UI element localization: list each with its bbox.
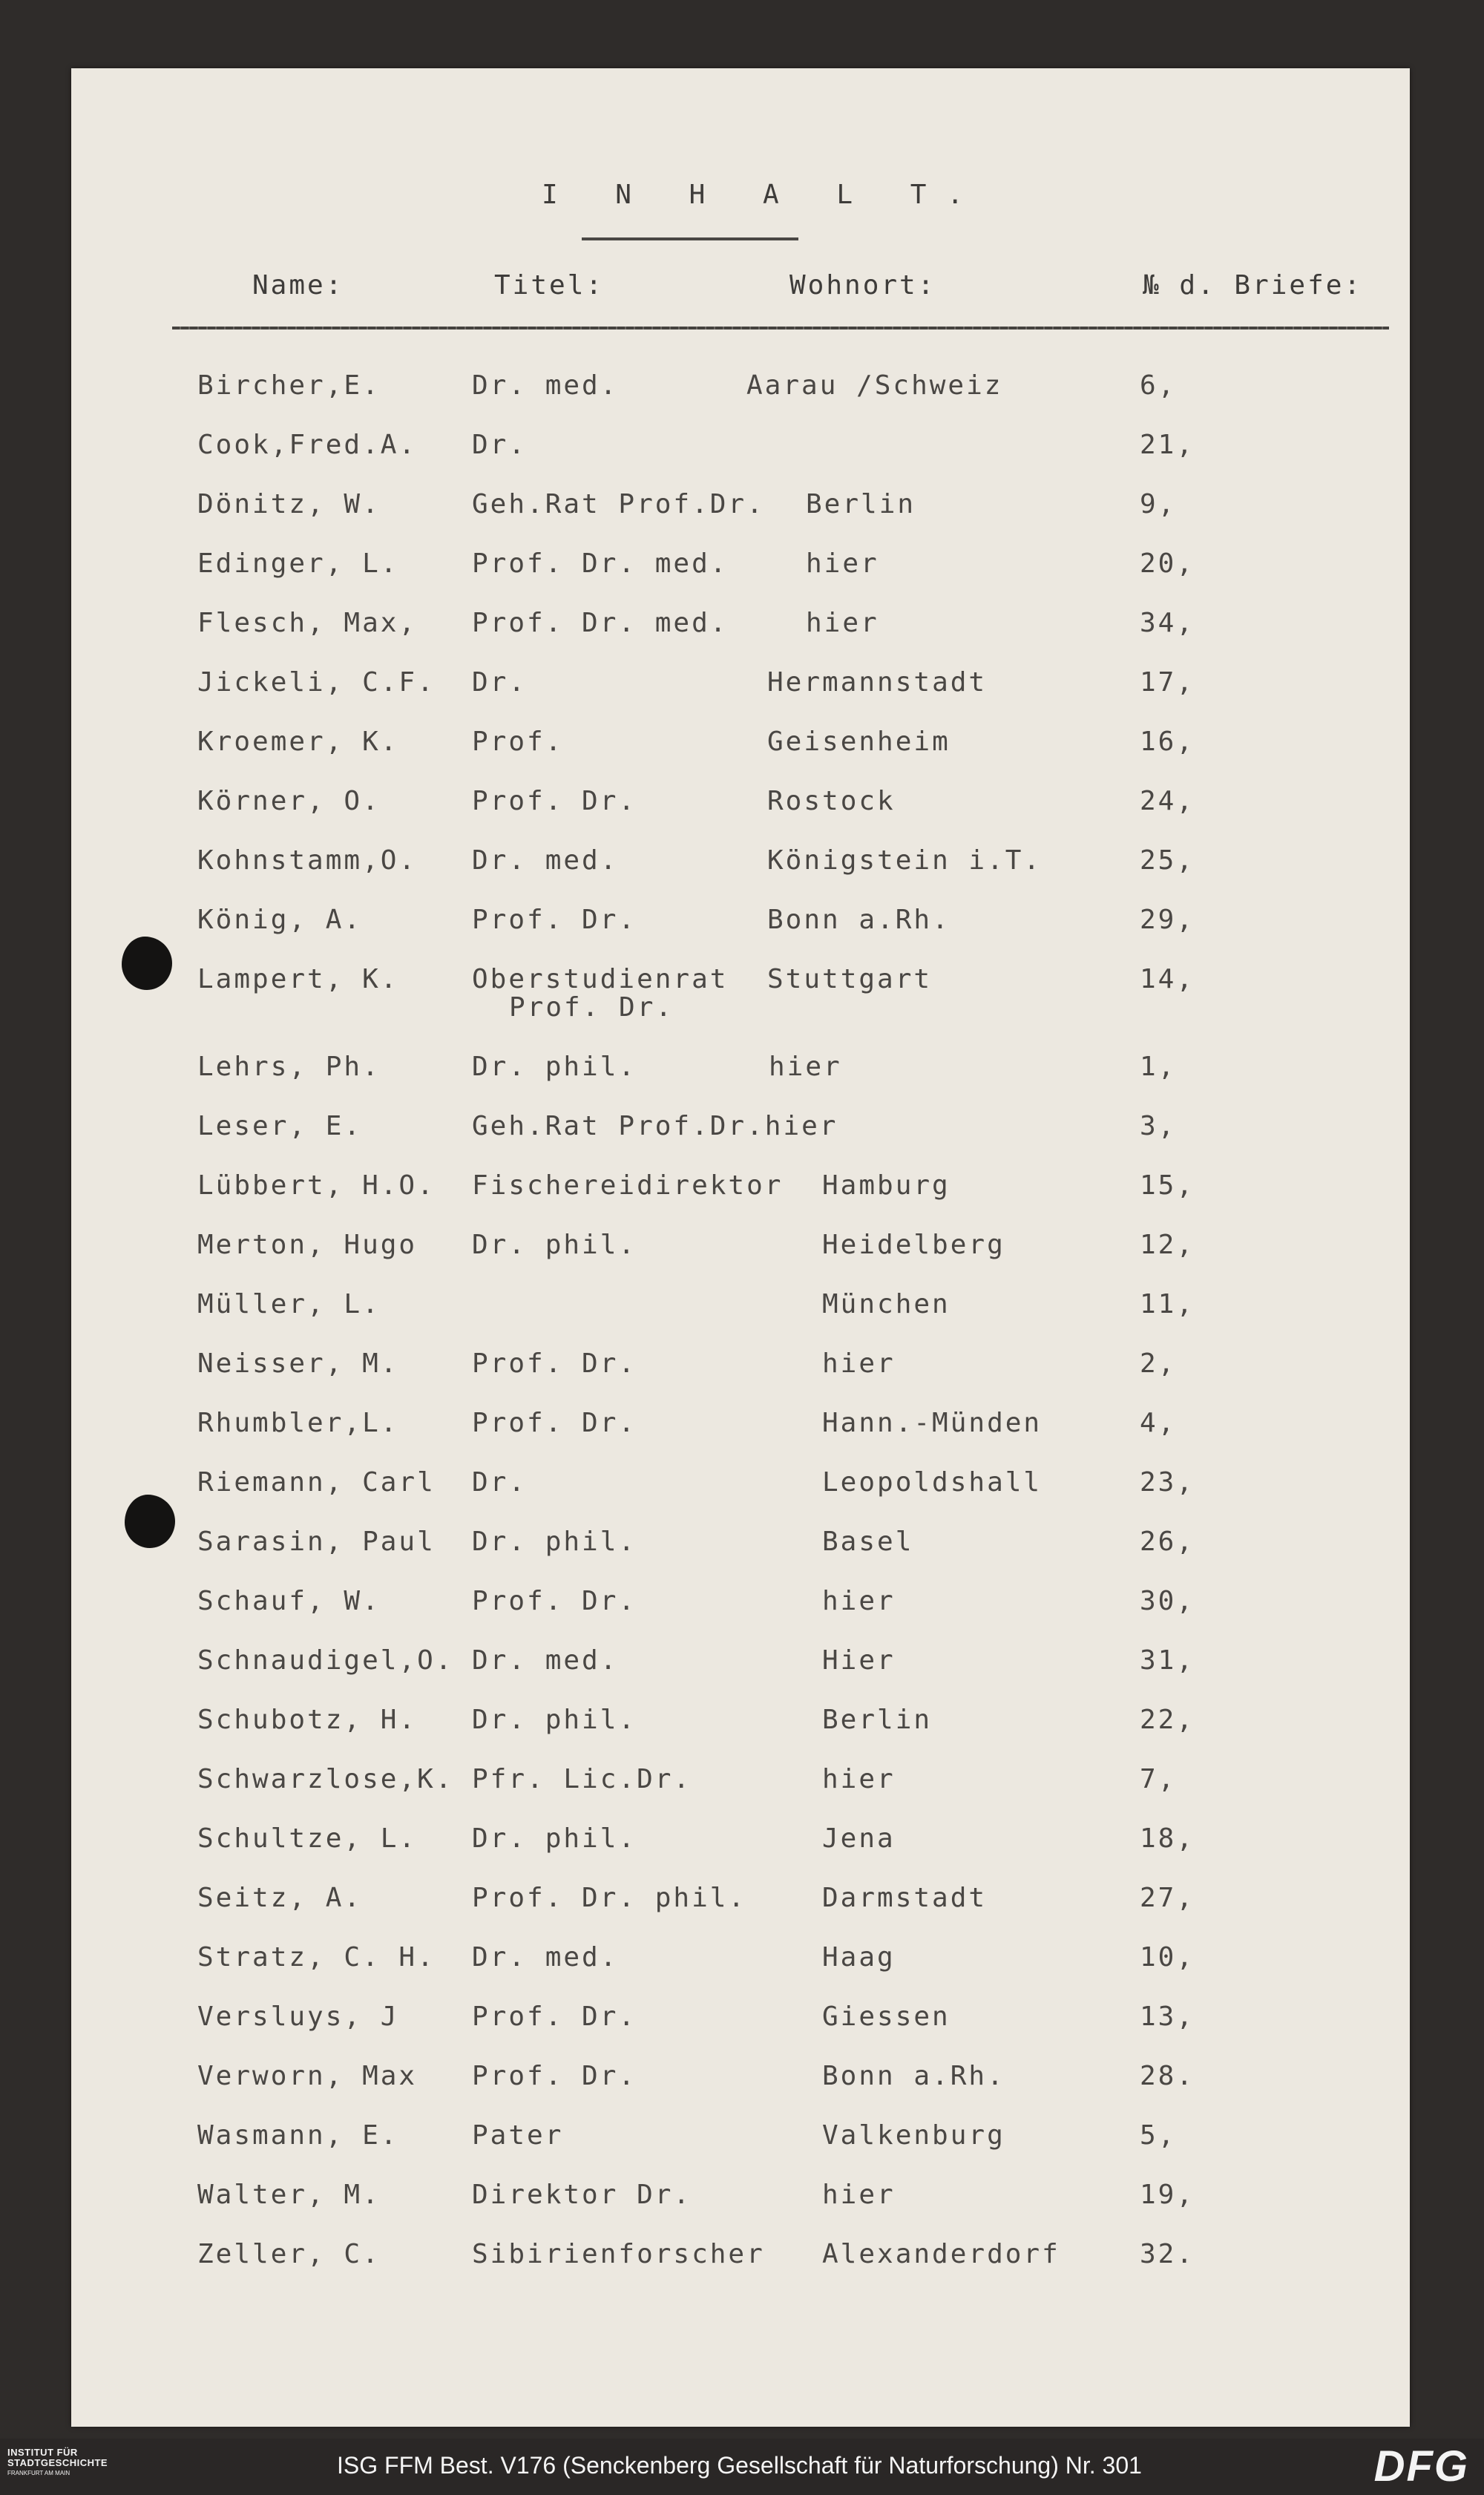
cell-briefe-count: 6,	[1140, 370, 1177, 401]
cell-wohnort: hier	[822, 1348, 896, 1379]
cell-wohnort: hier	[822, 1764, 896, 1794]
cell-briefe-count: 9,	[1140, 489, 1177, 519]
cell-name: Körner, O.	[197, 786, 381, 816]
institute-logo-line3: FRANKFURT AM MAIN	[7, 2470, 70, 2476]
table-row	[71, 549, 1410, 594]
cell-titel: Dr. phil.	[472, 1052, 637, 1082]
table-row	[71, 1230, 1410, 1275]
cell-titel: Prof. Dr. phil.	[472, 1883, 747, 1913]
cell-name: Lehrs, Ph.	[197, 1052, 381, 1082]
cell-titel: Dr. med.	[472, 845, 619, 876]
document-page	[71, 68, 1410, 2427]
table-row	[71, 2180, 1410, 2225]
cell-wohnort: Jena	[822, 1823, 896, 1854]
institute-logo	[7, 2448, 108, 2479]
cell-wohnort: Geisenheim	[767, 727, 951, 757]
cell-wohnort: Aarau /Schweiz	[746, 370, 1003, 401]
cell-titel: Prof. Dr.	[472, 1408, 637, 1438]
cell-name: Müller, L.	[197, 1289, 381, 1319]
cell-titel: Prof. Dr. med.	[472, 608, 729, 638]
cell-wohnort: Leopoldshall	[822, 1467, 1043, 1498]
cell-titel: Dr.	[472, 430, 528, 460]
table-row	[71, 905, 1410, 950]
cell-wohnort: Valkenburg	[822, 2120, 1005, 2151]
cell-wohnort: Königstein i.T.	[767, 845, 1043, 876]
cell-titel: Dr.	[472, 667, 528, 698]
cell-titel: Fischereidirektor	[472, 1170, 784, 1201]
table-row	[71, 846, 1410, 891]
table-row	[71, 371, 1410, 416]
table-row	[71, 1765, 1410, 1809]
cell-briefe-count: 4,	[1140, 1408, 1177, 1438]
cell-wohnort: hier	[822, 1586, 896, 1616]
cell-name: Kohnstamm,O.	[197, 845, 418, 876]
cell-titel: Prof. Dr.	[472, 1586, 637, 1616]
table-row	[71, 964, 1410, 1023]
cell-briefe-count: 1,	[1140, 1052, 1177, 1082]
cell-titel: Oberstudienrat	[472, 964, 729, 994]
cell-wohnort: Stuttgart	[767, 964, 933, 994]
cell-briefe-count: 17,	[1140, 667, 1195, 698]
cell-briefe-count: 23,	[1140, 1467, 1195, 1498]
cell-wohnort: hier	[806, 608, 879, 638]
cell-briefe-count: 15,	[1140, 1170, 1195, 1201]
table-row	[71, 1943, 1410, 1987]
cell-wohnort: Hann.-Münden	[822, 1408, 1043, 1438]
cell-briefe-count: 27,	[1140, 1883, 1195, 1913]
cell-name: Seitz, A.	[197, 1883, 363, 1913]
cell-titel: Prof. Dr.	[472, 1348, 637, 1379]
cell-briefe-count: 3,	[1140, 1111, 1177, 1141]
cell-name: Schnaudigel,O.	[197, 1645, 454, 1676]
cell-name: Lampert, K.	[197, 964, 399, 994]
cell-name: Jickeli, C.F.	[197, 667, 436, 698]
table-row	[71, 1171, 1410, 1216]
cell-briefe-count: 10,	[1140, 1942, 1195, 1973]
header-divider	[172, 327, 1389, 330]
cell-briefe-count: 29,	[1140, 905, 1195, 935]
cell-name: Walter, M.	[197, 2180, 381, 2210]
table-row	[71, 2062, 1410, 2106]
cell-titel: Direktor Dr.	[472, 2180, 692, 2210]
cell-titel: Prof. Dr. med.	[472, 548, 729, 579]
institute-logo-line2: STADTGESCHICHTE	[7, 2457, 108, 2468]
cell-wohnort: Hamburg	[822, 1170, 951, 1201]
table-row	[71, 1646, 1410, 1691]
cell-titel: Dr. med.	[472, 370, 619, 401]
cell-titel: Pfr. Lic.Dr.	[472, 1764, 692, 1794]
cell-briefe-count: 26,	[1140, 1527, 1195, 1557]
institute-logo-line1: INSTITUT FÜR	[7, 2447, 78, 2458]
cell-wohnort: Hier	[822, 1645, 896, 1676]
cell-titel: Pater	[472, 2120, 564, 2151]
cell-wohnort: Berlin	[806, 489, 916, 519]
cell-name: Bircher,E.	[197, 370, 381, 401]
cell-briefe-count: 7,	[1140, 1764, 1177, 1794]
table-row	[71, 787, 1410, 831]
cell-name: Schubotz, H.	[197, 1705, 418, 1735]
title-underline	[582, 237, 798, 240]
cell-wohnort: Giessen	[822, 2001, 951, 2032]
cell-name: Stratz, C. H.	[197, 1942, 436, 1973]
table-row	[71, 1112, 1410, 1156]
cell-briefe-count: 11,	[1140, 1289, 1195, 1319]
cell-name: Edinger, L.	[197, 548, 399, 579]
cell-briefe-count: 32.	[1140, 2239, 1195, 2269]
table-row	[71, 727, 1410, 772]
cell-wohnort: Darmstadt	[822, 1883, 988, 1913]
cell-wohnort: Alexanderdorf	[822, 2239, 1060, 2269]
cell-titel: Dr. med.	[472, 1942, 619, 1973]
cell-name: Versluys, J	[197, 2001, 399, 2032]
cell-name: Lübbert, H.O.	[197, 1170, 436, 1201]
cell-titel: Geh.Rat Prof.Dr.hier	[472, 1111, 838, 1141]
table-row	[71, 2121, 1410, 2165]
cell-name: König, A.	[197, 905, 363, 935]
cell-name: Dönitz, W.	[197, 489, 381, 519]
table-row	[71, 1527, 1410, 1572]
cell-titel: Dr. phil.	[472, 1823, 637, 1854]
cell-name: Neisser, M.	[197, 1348, 399, 1379]
header-titel: Titel:	[494, 270, 605, 301]
cell-name: Leser, E.	[197, 1111, 363, 1141]
cell-name: Cook,Fred.A.	[197, 430, 418, 460]
cell-wohnort: hier	[769, 1052, 842, 1082]
table-row	[71, 1468, 1410, 1512]
cell-wohnort: Hermannstadt	[767, 667, 988, 698]
cell-name: Wasmann, E.	[197, 2120, 399, 2151]
table-row	[71, 1705, 1410, 1750]
cell-briefe-count: 24,	[1140, 786, 1195, 816]
punch-hole-upper	[122, 937, 172, 990]
cell-wohnort: Haag	[822, 1942, 896, 1973]
table-row	[71, 1587, 1410, 1631]
cell-titel: Dr. med.	[472, 1645, 619, 1676]
table-row	[71, 1824, 1410, 1869]
dfg-logo: DFG	[1373, 2442, 1469, 2491]
cell-titel: Prof.	[472, 727, 564, 757]
cell-briefe-count: 22,	[1140, 1705, 1195, 1735]
header-briefe: № d. Briefe:	[1143, 270, 1363, 301]
cell-titel-line2: Prof. Dr.	[509, 992, 674, 1023]
page-title: I N H A L T.	[541, 180, 985, 210]
cell-wohnort: Bonn a.Rh.	[767, 905, 951, 935]
cell-briefe-count: 19,	[1140, 2180, 1195, 2210]
cell-name: Flesch, Max,	[197, 608, 418, 638]
table-row	[71, 1349, 1410, 1394]
cell-titel: Dr. phil.	[472, 1527, 637, 1557]
cell-name: Sarasin, Paul	[197, 1527, 436, 1557]
table-row	[71, 2002, 1410, 2047]
cell-briefe-count: 5,	[1140, 2120, 1177, 2151]
cell-briefe-count: 21,	[1140, 430, 1195, 460]
cell-name: Rhumbler,L.	[197, 1408, 399, 1438]
cell-briefe-count: 30,	[1140, 1586, 1195, 1616]
cell-wohnort: Basel	[822, 1527, 914, 1557]
cell-briefe-count: 2,	[1140, 1348, 1177, 1379]
table-row	[71, 490, 1410, 534]
cell-briefe-count: 34,	[1140, 608, 1195, 638]
table-row	[71, 1883, 1410, 1928]
cell-wohnort: hier	[806, 548, 879, 579]
cell-titel: Prof. Dr.	[472, 2061, 637, 2091]
table-row	[71, 668, 1410, 712]
cell-wohnort: Heidelberg	[822, 1230, 1005, 1260]
table-row	[71, 1290, 1410, 1334]
cell-name: Schwarzlose,K.	[197, 1764, 454, 1794]
cell-briefe-count: 16,	[1140, 727, 1195, 757]
cell-briefe-count: 20,	[1140, 548, 1195, 579]
cell-briefe-count: 14,	[1140, 964, 1195, 994]
cell-wohnort: hier	[822, 2180, 896, 2210]
cell-briefe-count: 31,	[1140, 1645, 1195, 1676]
cell-titel: Geh.Rat Prof.Dr.	[472, 489, 765, 519]
table-row	[71, 609, 1410, 653]
cell-name: Verworn, Max	[197, 2061, 418, 2091]
cell-name: Merton, Hugo	[197, 1230, 418, 1260]
cell-briefe-count: 28.	[1140, 2061, 1195, 2091]
footer-bar	[0, 2439, 1484, 2495]
header-wohnort: Wohnort:	[789, 270, 936, 301]
table-row	[71, 430, 1410, 475]
cell-titel: Prof. Dr.	[472, 905, 637, 935]
header-name: Name:	[252, 270, 344, 301]
cell-wohnort: Rostock	[767, 786, 896, 816]
punch-hole-lower	[125, 1495, 175, 1548]
cell-briefe-count: 25,	[1140, 845, 1195, 876]
cell-titel: Sibirienforscher	[472, 2239, 765, 2269]
archive-caption: ISG FFM Best. V176 (Senckenberg Gesellschaft für Naturforschung) Nr. 301	[337, 2452, 1142, 2479]
table-row	[71, 1052, 1410, 1097]
cell-wohnort: München	[822, 1289, 951, 1319]
table-row	[71, 1409, 1410, 1453]
table-row	[71, 2240, 1410, 2284]
cell-name: Kroemer, K.	[197, 727, 399, 757]
cell-briefe-count: 12,	[1140, 1230, 1195, 1260]
cell-titel: Dr. phil.	[472, 1230, 637, 1260]
cell-briefe-count: 13,	[1140, 2001, 1195, 2032]
cell-wohnort: Berlin	[822, 1705, 933, 1735]
cell-name: Schauf, W.	[197, 1586, 381, 1616]
cell-name: Riemann, Carl	[197, 1467, 436, 1498]
cell-titel: Dr.	[472, 1467, 528, 1498]
cell-wohnort: Bonn a.Rh.	[822, 2061, 1005, 2091]
cell-briefe-count: 18,	[1140, 1823, 1195, 1854]
cell-titel: Dr. phil.	[472, 1705, 637, 1735]
cell-titel: Prof. Dr.	[472, 2001, 637, 2032]
cell-name: Schultze, L.	[197, 1823, 418, 1854]
cell-name: Zeller, C.	[197, 2239, 381, 2269]
cell-titel: Prof. Dr.	[472, 786, 637, 816]
